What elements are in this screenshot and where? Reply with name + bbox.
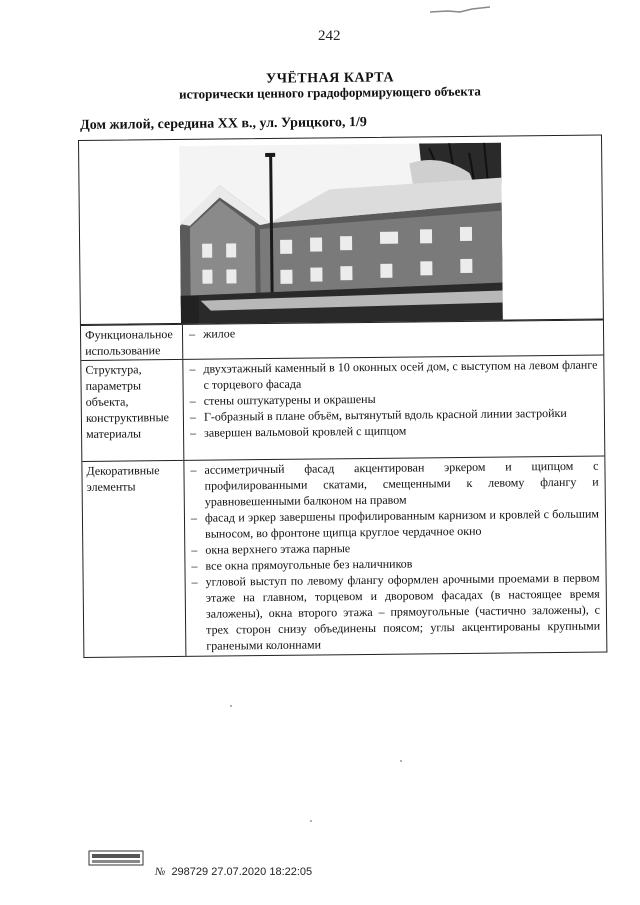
list-item: – двухэтажный каменный в 10 оконных осей дом, с выступом на левом фланге с торцевого фасада xyxy=(189,357,597,393)
table-row-decorative xyxy=(82,456,606,657)
card-title: УЧЁТНАЯ КАРТА xyxy=(265,70,395,87)
list-item: – ассиметричный фасад акцентирован эркером и щипцом с профилированными скатами, смещенными к левому флангу и уравновешенными балконом на правом xyxy=(190,458,598,510)
document-number: 298729 xyxy=(171,866,209,878)
object-name: Дом жилой, середина XX в., ул. Урицкого, 1/9 xyxy=(80,114,367,133)
document-registration xyxy=(155,866,312,878)
list-item: – жилое xyxy=(189,322,597,342)
row-label: Функциональное использование xyxy=(81,325,183,360)
attributes-table xyxy=(80,320,607,658)
photo-cell xyxy=(78,135,604,325)
building-photo xyxy=(179,143,503,324)
registration-datetime: 27.07.2020 18:22:05 xyxy=(211,866,313,878)
table-row-function xyxy=(81,320,603,360)
list-item: – фасад и эркер завершены профилированным карнизом и кровлей с большим выносом, во фронтоне щипца круглое чердачное окно xyxy=(191,506,599,542)
list-item: – угловой выступ по левому флангу оформлен арочными проемами в первом этаже на главном, торцевом и дворовом фасадах (в настоящее время заложены), окна второго этажа – прямоугольные (частично заложены), с трех сторон снизу объединены поясом; углы акцентированы крупными гранеными колоннами xyxy=(192,570,601,654)
card-subtitle: исторически ценного градоформирующего объекта xyxy=(179,83,481,102)
scan-artifact-top xyxy=(430,6,490,14)
list-item: – все окна прямоугольные без наличников xyxy=(191,554,599,574)
list-item: – окна верхнего этажа парные xyxy=(191,538,599,558)
registration-card xyxy=(78,135,607,660)
row-content xyxy=(183,356,604,460)
row-label: Декоративные элементы xyxy=(82,461,186,657)
list-item: – завершен вальмовой кровлей с щипцом xyxy=(190,421,598,441)
scan-speck xyxy=(400,760,402,762)
scan-speck xyxy=(230,705,232,707)
list-item: – Г-образный в плане объём, вытянутый вдоль красной линии застройки xyxy=(190,405,598,425)
table-row-structure xyxy=(81,355,604,461)
number-sign: № xyxy=(155,866,166,878)
list-item: – стены оштукатурены и окрашены xyxy=(190,389,598,409)
scan-speck xyxy=(310,820,312,822)
registry-stamp-icon xyxy=(88,850,144,866)
row-content xyxy=(183,321,603,359)
row-content xyxy=(184,457,606,656)
row-label: Структура, параметры объекта, конструктивные материалы xyxy=(81,360,184,461)
page-number: 242 xyxy=(318,28,341,44)
